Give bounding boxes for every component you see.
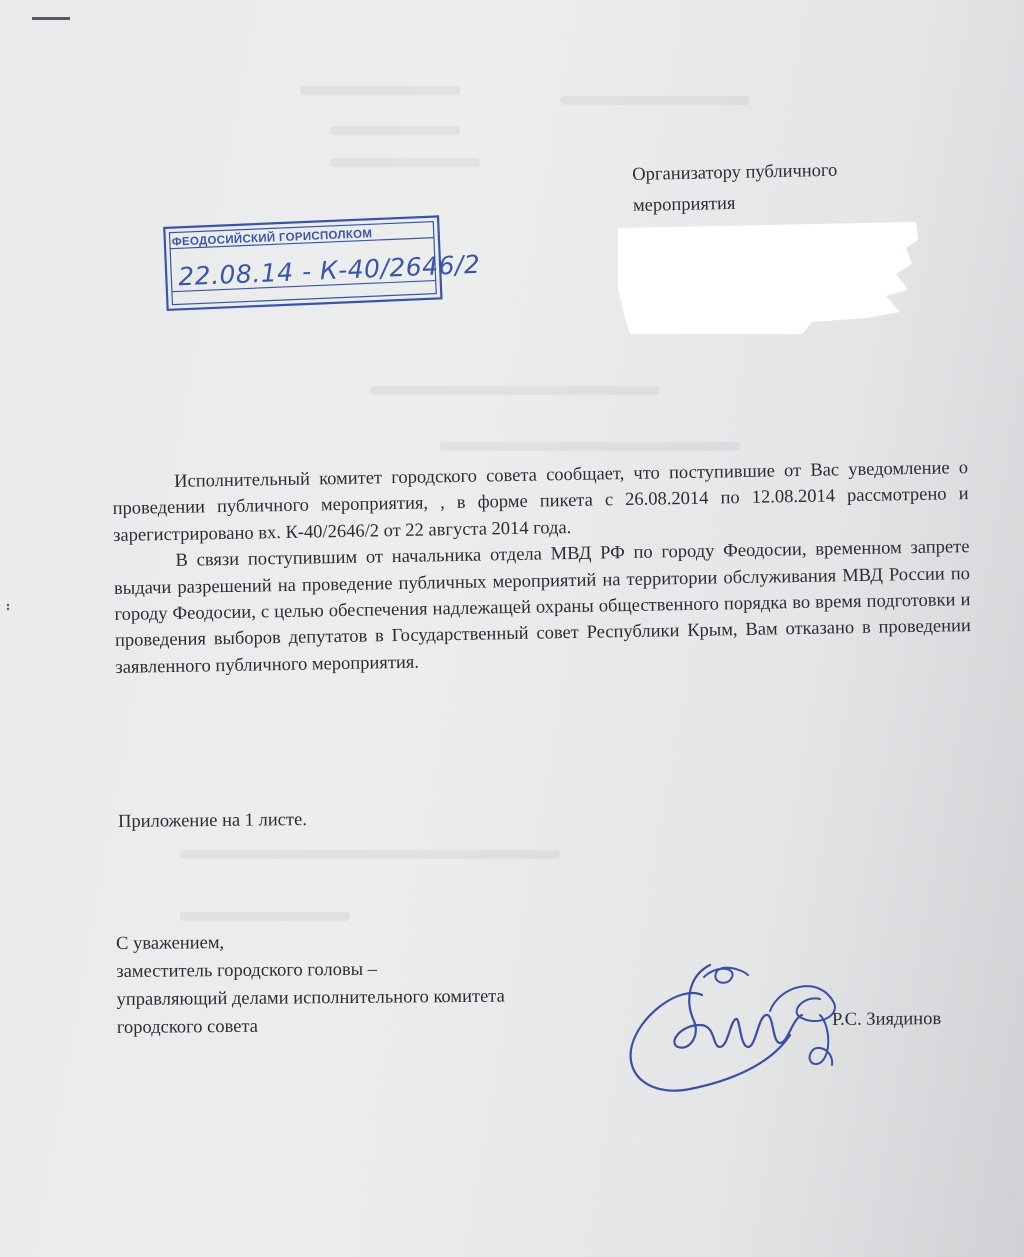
bleed-through: [330, 126, 460, 135]
stamp-header: ФЕОДОСИЙСКИЙ ГОРИСПОЛКОМ: [171, 228, 373, 249]
addressee-block: [632, 156, 838, 222]
body-paragraph-2: В связи поступившим от начальника отдела МВД РФ по городу Феодосии, временном запрете выдачи разрешений на проведение публичных мероприятий на территории обслуживания МВД России по городу Феодосии, с целью обеспечения надлежащей охраны общественного порядка во время подготовки и проведения выборов депутатов в Государственный совет Республики Крым, Вам отказано в проведении заявленного публичного мероприятия.: [113, 537, 972, 678]
redaction-mark: [616, 218, 928, 336]
closing-line-4: городского совета: [116, 1016, 259, 1038]
appendix-note: Приложение на 1 листе.: [118, 810, 307, 832]
letter-body: [112, 455, 972, 681]
corner-mark: [32, 17, 70, 20]
bleed-through: [330, 158, 480, 167]
addressee-line-2: мероприятия: [632, 193, 736, 216]
closing-line-3: управляющий делами исполнительного комитета: [116, 986, 505, 1010]
bleed-through: [370, 386, 660, 395]
bleed-through: [440, 442, 740, 451]
stamp-registration: 22.08.14 - К-40/2646/2: [177, 249, 481, 292]
addressee-line-1: Организатору публичного: [632, 160, 838, 185]
body-paragraph-1: Исполнительный комитет городского совета сообщает, что поступившие от Вас уведомление о проведении публичного мероприятия, , в форме пикета с 26.08.2014 по 12.08.2014 рассмотрено и зарегистрировано вх. К-40/2646/2 от 22 августа 2014 года.: [112, 458, 969, 546]
margin-mark: [6, 603, 10, 611]
bleed-through: [180, 850, 560, 859]
bleed-through: [300, 86, 460, 95]
bleed-through: [180, 912, 350, 921]
closing-block: [116, 927, 505, 1042]
handwritten-signature: [620, 955, 855, 1105]
closing-line-2: заместитель городского головы –: [116, 959, 378, 982]
bleed-through: [560, 96, 750, 105]
signer-name: Р.С. Зиядинов: [832, 1009, 942, 1030]
registration-stamp: [162, 207, 536, 322]
closing-line-1: С уважением,: [116, 933, 225, 954]
